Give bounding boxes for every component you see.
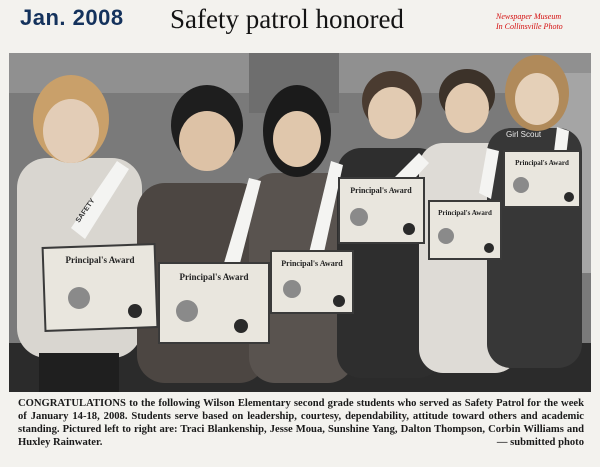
photo-credit xyxy=(496,12,563,32)
certificate-2-crest xyxy=(176,300,198,322)
award-certificate-4 xyxy=(339,178,424,243)
certificate-5-seal xyxy=(484,243,494,253)
shirt-label: Girl Scout xyxy=(506,130,542,139)
student-2-face xyxy=(179,111,235,171)
caption-text: CONGRATULATIONS to the following Wilson Elementary second grade students who served as Safety Patrol for the week of January 14-18, 2008. Students serve based on leadership, courtesy, dependability, attitude toward others and academic standing. Pictured left to right are: Traci Blankenship, Jesse Moua, Sunshine Yang, Dalton Thompson, Corbin Williams and Huxley Rainwater. xyxy=(18,398,584,448)
student-1-legs xyxy=(39,353,119,392)
certificate-3-title: Principal's Award xyxy=(281,259,343,268)
photo-caption xyxy=(18,397,584,449)
certificate-4-crest xyxy=(350,208,368,226)
certificate-2-seal xyxy=(234,319,248,333)
certificate-3-crest xyxy=(283,280,301,298)
certificate-4-title: Principal's Award xyxy=(350,186,412,195)
certificate-1-crest xyxy=(68,287,90,309)
student-3-face xyxy=(273,111,321,167)
student-4-face xyxy=(368,87,416,139)
award-certificate-2 xyxy=(159,263,269,343)
issue-date: Jan. 2008 xyxy=(20,5,124,30)
credit-line-museum: Newspaper Museum xyxy=(496,12,562,21)
award-certificate-3 xyxy=(271,251,353,313)
certificate-1-title: Principal's Award xyxy=(65,255,135,265)
certificate-6-crest xyxy=(513,177,529,193)
certificate-3-seal xyxy=(333,295,345,307)
certificate-6-title: Principal's Award xyxy=(515,159,569,167)
certificate-5-crest xyxy=(438,228,454,244)
award-certificate-5 xyxy=(429,201,501,259)
student-1-face xyxy=(43,99,99,163)
certificate-2-title: Principal's Award xyxy=(179,272,249,282)
sash-1-label: SAFETY xyxy=(74,197,97,225)
photo-illustration xyxy=(9,53,591,392)
student-6-face xyxy=(515,73,559,125)
credit-line-collinsville: In Collinsville Photo xyxy=(496,22,563,31)
photo-byline: — submitted photo xyxy=(496,437,584,448)
student-5-face xyxy=(445,83,489,133)
certificate-1-seal xyxy=(128,304,142,318)
award-certificate-6 xyxy=(504,151,580,207)
certificate-4-seal xyxy=(403,223,415,235)
article-headline: Safety patrol honored xyxy=(170,4,404,34)
certificate-6-seal xyxy=(564,192,574,202)
group-photo xyxy=(9,53,591,392)
certificate-5-title: Principal's Award xyxy=(438,209,492,217)
award-certificate-1 xyxy=(43,244,158,331)
